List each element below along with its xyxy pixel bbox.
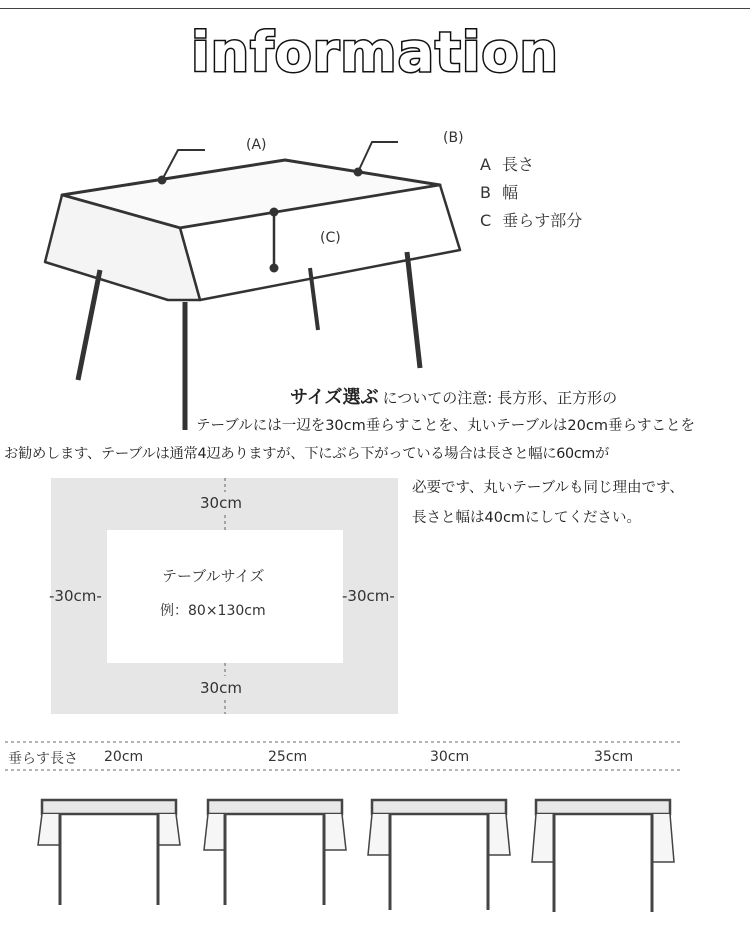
legend-text: 長さ: [502, 155, 535, 174]
table-size-example: 例：80×130cm: [160, 603, 266, 619]
drop-table-35cm: [532, 800, 674, 912]
drop-25cm: 25cm: [268, 749, 308, 765]
legend-key: C: [480, 211, 492, 230]
drop-30cm: 30cm: [430, 749, 470, 765]
note-line-1-rest: についての注意: 長方形、正方形の: [382, 389, 618, 407]
drop-35cm: 35cm: [594, 749, 634, 765]
legend-key: B: [480, 183, 491, 202]
note-line-5: 長さと幅は40cmにしてください。: [412, 510, 642, 526]
legend-text: 垂らす部分: [502, 211, 583, 230]
note-line-2: テーブルには一辺を30cm垂らすことを、丸いテーブルは20cm垂らすことを: [196, 418, 695, 434]
drop-length-label: 垂らす長さ: [8, 751, 78, 767]
label-a: (A): [246, 137, 267, 153]
size-right-label: -30cm-: [342, 587, 395, 605]
drop-table-20cm: [38, 800, 180, 905]
drop-20cm: 20cm: [104, 749, 144, 765]
size-left-label: -30cm-: [49, 587, 102, 605]
legend-text: 幅: [502, 183, 519, 202]
note-line-3: お勧めします、テーブルは通常4辺ありますが、下にぶら下がっている場合は長さと幅に60cmが: [4, 446, 610, 462]
size-top-label: 30cm: [200, 494, 242, 512]
drop-table-25cm: [204, 800, 346, 905]
label-b: (B): [443, 130, 464, 146]
table-size-label: テーブルサイズ: [162, 567, 265, 585]
legend-key: A: [480, 155, 491, 174]
note-heading: サイズ選ぶ: [290, 387, 379, 408]
note-line-4: 必要です、丸いテーブルも同じ理由です、: [412, 480, 684, 496]
label-c: (C): [320, 230, 341, 246]
page-title: information: [191, 21, 559, 84]
size-bottom-label: 30cm: [200, 679, 242, 697]
drop-table-30cm: [368, 800, 510, 910]
